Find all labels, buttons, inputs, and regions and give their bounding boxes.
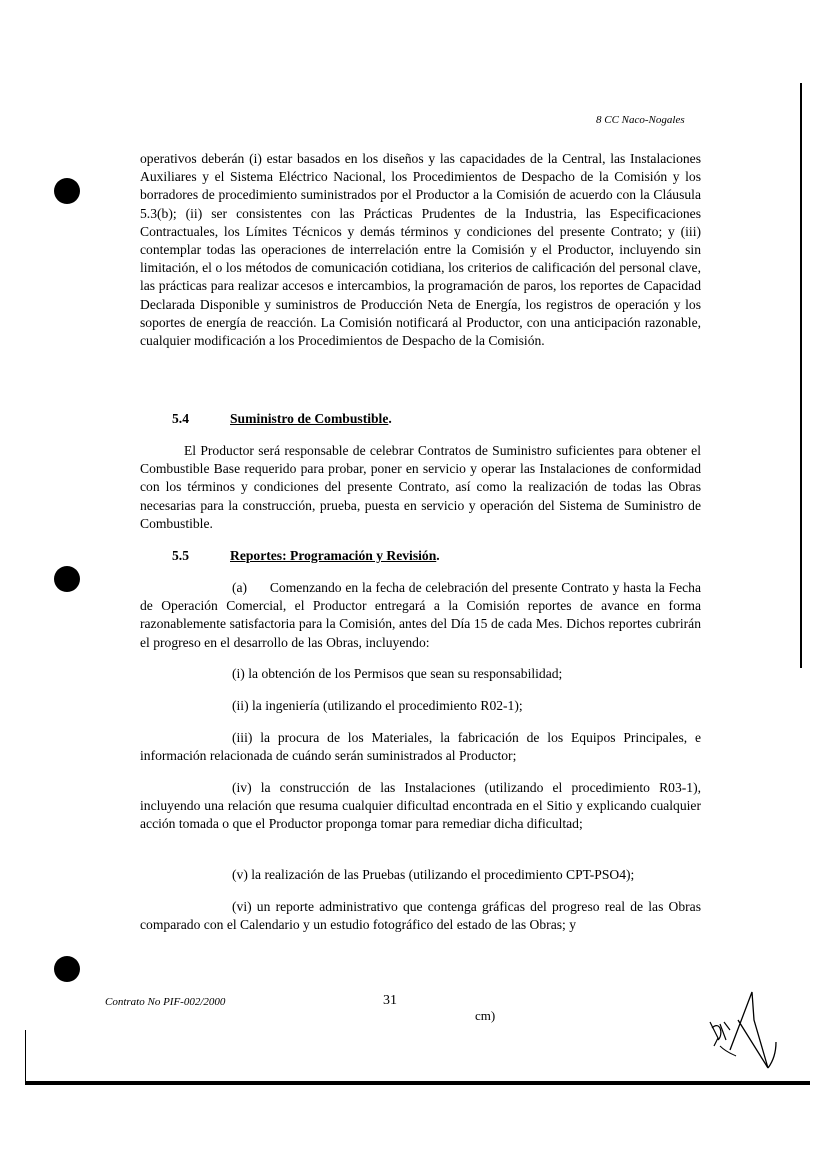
list-item: (vi) un reporte administrativo que contenga gráficas del progreso real de las Obras comparado con el Calendario y un estudio fotográfico del estado de las Obras; y (140, 899, 701, 933)
list-item: (iv) la construcción de las Instalaciones (utilizando el procedimiento R03-1), incluyendo una relación que resuma cualquier dificultad encontrada en el Sitio y explicando cualquier acción tomada o que el Productor proponga tomar para remediar dicha dificultad; (140, 780, 701, 832)
section-5-5-paragraph-a (140, 579, 701, 652)
list-item: (v) la realización de las Pruebas (utilizando el procedimiento CPT-PSO4); (232, 867, 635, 882)
section-title: Suministro de Combustible (230, 411, 389, 426)
list-item: (iii) la procura de los Materiales, la fabricación de los Equipos Principales, e información relacionada de cuándo serán suministrados al Productor; (140, 730, 701, 764)
continued-paragraph: operativos deberán (i) estar basados en los diseños y las capacidades de la Central, las Instalaciones Auxiliares y el Sistema Eléctrico Nacional, los Procedimientos de Despacho de la Comisión y los borradores de procedimiento suministrados por el Productor a la Comisión de acuerdo con la Cláusula 5.3(b); (ii) ser consistentes con las Prácticas Prudentes de la Industria, las Especificaciones Contractuales, los Límites Técnicos y demás términos y condiciones del presente Contrato; y (iii) contemplar todas las operaciones de interrelación entre la Comisión y el Productor, incluyendo sin limitación, el o los métodos de comunicación cotidiana, los criterios de calificación del personal clave, las prácticas para realizar accesos e intercambios, la programación de paros, los reportes de Capacidad Declarada Disponible y suministros de Producción Neta de Energía, los registros de operación y los soportes de energía de reacción. La Comisión notificará al Productor, con una anticipación razonable, cualquier modificación a los Procedimientos de Despacho de la Comisión. (140, 151, 701, 349)
paragraph-label: (a) (232, 580, 248, 595)
page-number: 31 (383, 993, 397, 1008)
punch-hole-icon (54, 956, 80, 982)
signature-icon (690, 980, 810, 1080)
punch-hole-icon (54, 566, 80, 592)
section-heading-5-4: 5.4 Suministro de Combustible. (172, 411, 392, 426)
document-reference: 8 CC Naco-Nogales (596, 114, 685, 126)
scan-edge-line-right (800, 83, 802, 668)
section-number: 5.5 (172, 548, 189, 563)
list-item: (ii) la ingeniería (utilizando el procedimiento R02-1); (232, 698, 523, 713)
list-item: (i) la obtención de los Permisos que sean su responsabilidad; (232, 666, 563, 681)
scan-edge-line-left (25, 1030, 26, 1085)
punch-hole-icon (54, 178, 80, 204)
handwritten-initials: cm) (475, 1008, 496, 1023)
scan-edge-line-bottom (25, 1081, 810, 1085)
section-5-4-paragraph: El Productor será responsable de celebrar Contratos de Suministro suficientes para obtener el Combustible Base requerido para probar, poner en servicio y operar las Instalaciones de conformidad con los términos y condiciones del presente Contrato, así como la realización de todas las Obras necesarias para la construcción, prueba, puesta en servicio y operación del Sistema de Suministro de Combustible. (140, 443, 701, 531)
section-number: 5.4 (172, 411, 189, 426)
contract-number: Contrato No PIF-002/2000 (105, 996, 226, 1008)
section-heading-5-5: 5.5 Reportes: Programación y Revisión. (172, 548, 440, 563)
section-title: Reportes: Programación y Revisión (230, 548, 437, 563)
paragraph-text: Comenzando en la fecha de celebración del presente Contrato y hasta la Fecha de Operación Comercial, el Productor entregará a la Comisión reportes de avance en forma razonablemente satisfactoria para la Comisión, antes del Día 15 de cada Mes. Dichos reportes cubrirán el progreso en el desarrollo de las Obras, incluyendo: (140, 580, 701, 650)
